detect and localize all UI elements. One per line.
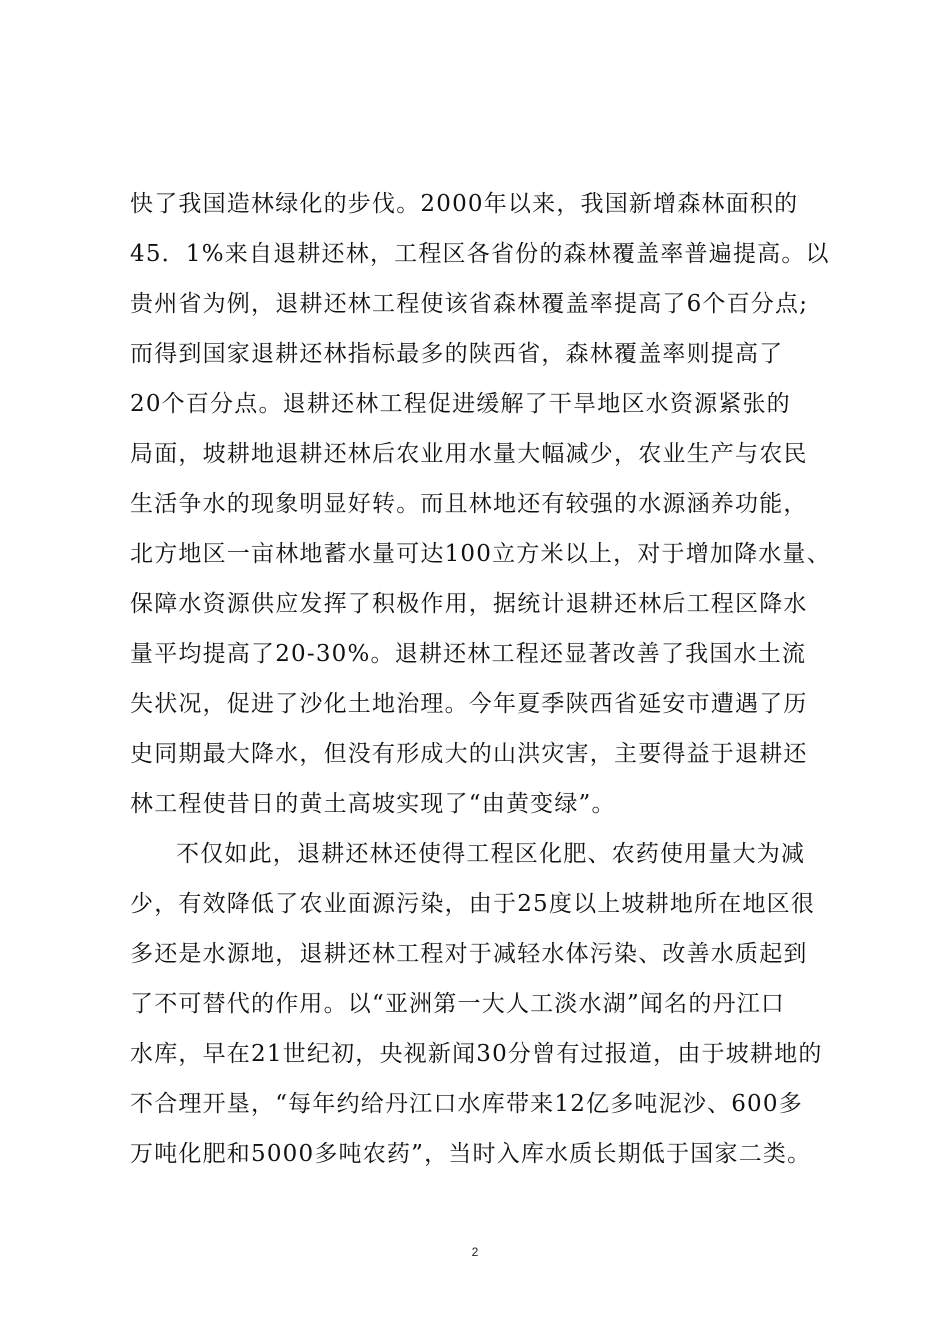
text-line: 不仅如此，退耕还林还使得工程区化肥、农药使用量大为减: [176, 841, 806, 867]
text-line: 了不可替代的作用。以“亚洲第一大人工淡水湖”闻名的丹江口: [130, 991, 786, 1017]
text-line: 贵州省为例，退耕还林工程使该省森林覆盖率提高了6个百分点;: [130, 291, 809, 317]
text-line: 北方地区一亩林地蓄水量可达100立方米以上，对于增加降水量、: [130, 541, 831, 567]
text-line: 生活争水的现象明显好转。而且林地还有较强的水源涵养功能，: [130, 491, 808, 517]
text-line: 不合理开垦，“每年约给丹江口水库带来12亿多吨泥沙、600多: [130, 1091, 803, 1117]
text-line: 失状况，促进了沙化土地治理。今年夏季陕西省延安市遭遇了历: [130, 691, 808, 717]
text-line: 保障水资源供应发挥了积极作用，据统计退耕还林后工程区降水: [130, 591, 808, 617]
text-line: 史同期最大降水，但没有形成大的山洪灾害，主要得益于退耕还: [130, 741, 808, 767]
text-line: 少，有效降低了农业面源污染，由于25度以上坡耕地所在地区很: [130, 891, 816, 917]
text-line: 20个百分点。退耕还林工程促进缓解了干旱地区水资源紧张的: [130, 391, 791, 417]
text-line: 快了我国造林绿化的步伐。2000年以来，我国新增森林面积的: [130, 191, 799, 217]
text-line: 局面，坡耕地退耕还林后农业用水量大幅减少，农业生产与农民: [130, 441, 808, 467]
text-line: 万吨化肥和5000多吨农药”，当时入库水质长期低于国家二类。: [130, 1141, 812, 1167]
text-line: 量平均提高了20-30%。退耕还林工程还显著改善了我国水土流: [130, 641, 807, 667]
text-line: 林工程使昔日的黄土高坡实现了“由黄变绿”。: [130, 791, 616, 817]
page-number: 2: [471, 1245, 479, 1259]
text-line: 水库，早在21世纪初，央视新闻30分曾有过报道，由于坡耕地的: [130, 1041, 823, 1067]
text-line: 45．1%来自退耕还林，工程区各省份的森林覆盖率普遍提高。以: [130, 241, 830, 267]
text-line: 而得到国家退耕还林指标最多的陕西省，森林覆盖率则提高了: [130, 341, 784, 367]
text-line: 多还是水源地，退耕还林工程对于减轻水体污染、改善水质起到: [130, 941, 808, 967]
